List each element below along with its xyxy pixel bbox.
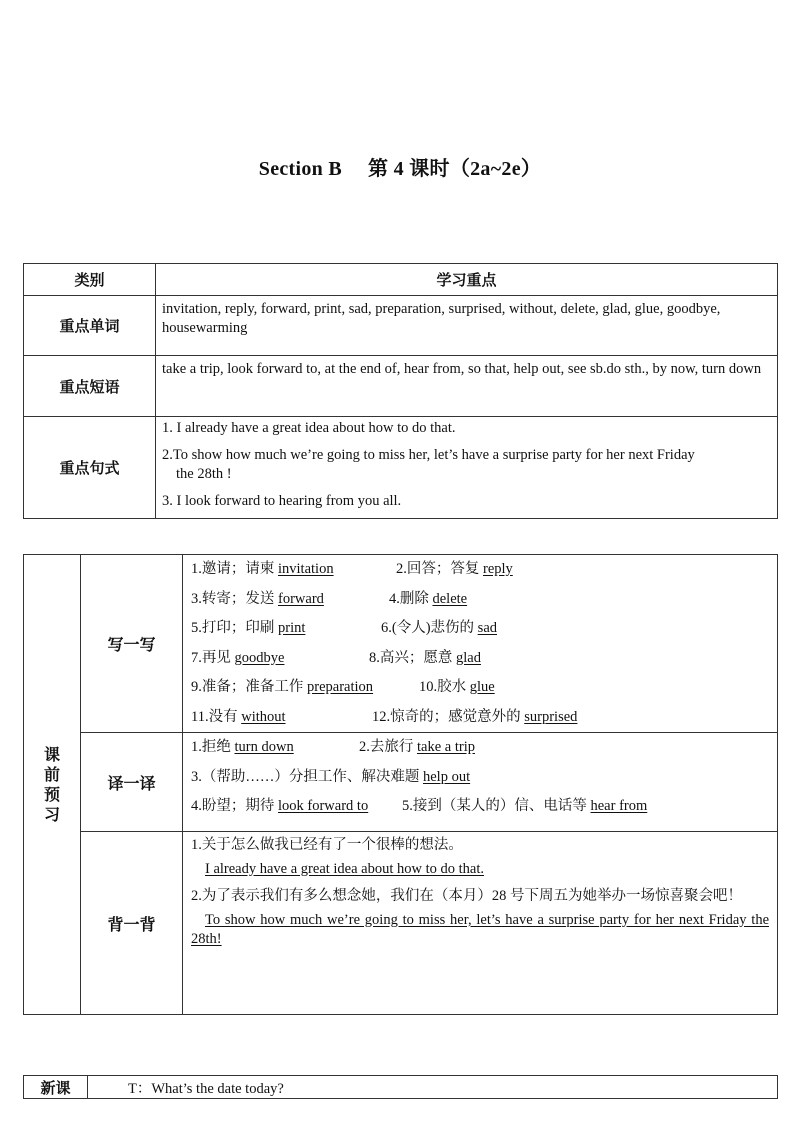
sentence-item: 2.To show how much we’re going to miss her, let’s have a surprise party for her next Friday the 28th ! (162, 447, 695, 482)
recite-cn-1: 1.关于怎么做我已经有了一个很棒的想法。 (191, 837, 463, 853)
header-category: 类别 (24, 264, 156, 296)
write-content (183, 555, 778, 733)
list-item: 3.转寄；发送 forward 4.删除 delete (191, 590, 468, 607)
list-item: 1.拒绝 turn down 2.去旅行 take a trip (191, 739, 475, 755)
row-content-sentences (156, 417, 778, 519)
list-item: 1.邀请；请柬 invitation 2.回答；答复 reply (191, 561, 513, 577)
new-lesson-text: T：What’s the date today? (88, 1076, 778, 1099)
table-row (24, 356, 778, 417)
header-focus: 学习重点 (156, 264, 778, 296)
row-label-sentences: 重点句式 (24, 417, 156, 519)
translate-content (183, 733, 778, 832)
list-item: 9.准备；准备工作 preparation 10.胶水 glue (191, 679, 495, 695)
recite-en-2: To show how much we’re going to miss her, let’s have a surprise party for her next Friday the 28th! (191, 911, 769, 947)
sentence-item: 3. I look forward to hearing from you all. (162, 493, 402, 509)
list-item: 5.打印；印刷 print 6.(令人)悲伤的 sad (191, 620, 498, 636)
preview-table (23, 554, 778, 1015)
focus-table-header (24, 264, 778, 296)
translate-label: 译一译 (81, 733, 183, 832)
table-row (24, 733, 778, 832)
title-lesson: 第 4 课时（2a~2e） (368, 158, 542, 180)
write-label: 写一写 (81, 555, 183, 733)
row-content-words: invitation, reply, forward, print, sad, preparation, surprised, without, delete, glad, glue, goodbye, housewarming (156, 296, 778, 356)
table-row (24, 296, 778, 356)
page-title (0, 152, 800, 181)
table-row (24, 832, 778, 1015)
list-item: 4.盼望；期待 look forward to 5.接到（某人的）信、电话等 hear from (191, 798, 648, 814)
recite-label: 背一背 (81, 832, 183, 1015)
focus-table (23, 263, 778, 519)
table-row (24, 1076, 778, 1099)
row-label-phrases: 重点短语 (24, 356, 156, 417)
table-row (24, 417, 778, 519)
new-lesson-table (23, 1075, 778, 1099)
preview-side-label: 课 前 预 习 (24, 555, 81, 1015)
recite-cn-2: 2.为了表示我们有多么想念她，我们在（本月）28 号下周五为她举办一场惊喜聚会吧！ (191, 888, 742, 904)
list-item: 11.没有 without 12.惊奇的；感觉意外的 surprised (191, 708, 578, 725)
sentence-item: 1. I already have a great idea about how to do that. (162, 420, 456, 436)
new-lesson-label: 新课 (24, 1076, 88, 1099)
title-section: Section B (258, 158, 343, 180)
recite-content (183, 832, 778, 1015)
list-item: 3.（帮助……）分担工作、解决难题 help out (191, 768, 471, 785)
list-item: 7.再见 goodbye 8.高兴；愿意 glad (191, 649, 481, 666)
row-content-phrases: take a trip, look forward to, at the end of, hear from, so that, help out, see sb.do sth., by now, turn down (156, 356, 778, 417)
recite-en-1: I already have a great idea about how to do that. (205, 860, 485, 877)
table-row (24, 555, 778, 733)
row-label-words: 重点单词 (24, 296, 156, 356)
